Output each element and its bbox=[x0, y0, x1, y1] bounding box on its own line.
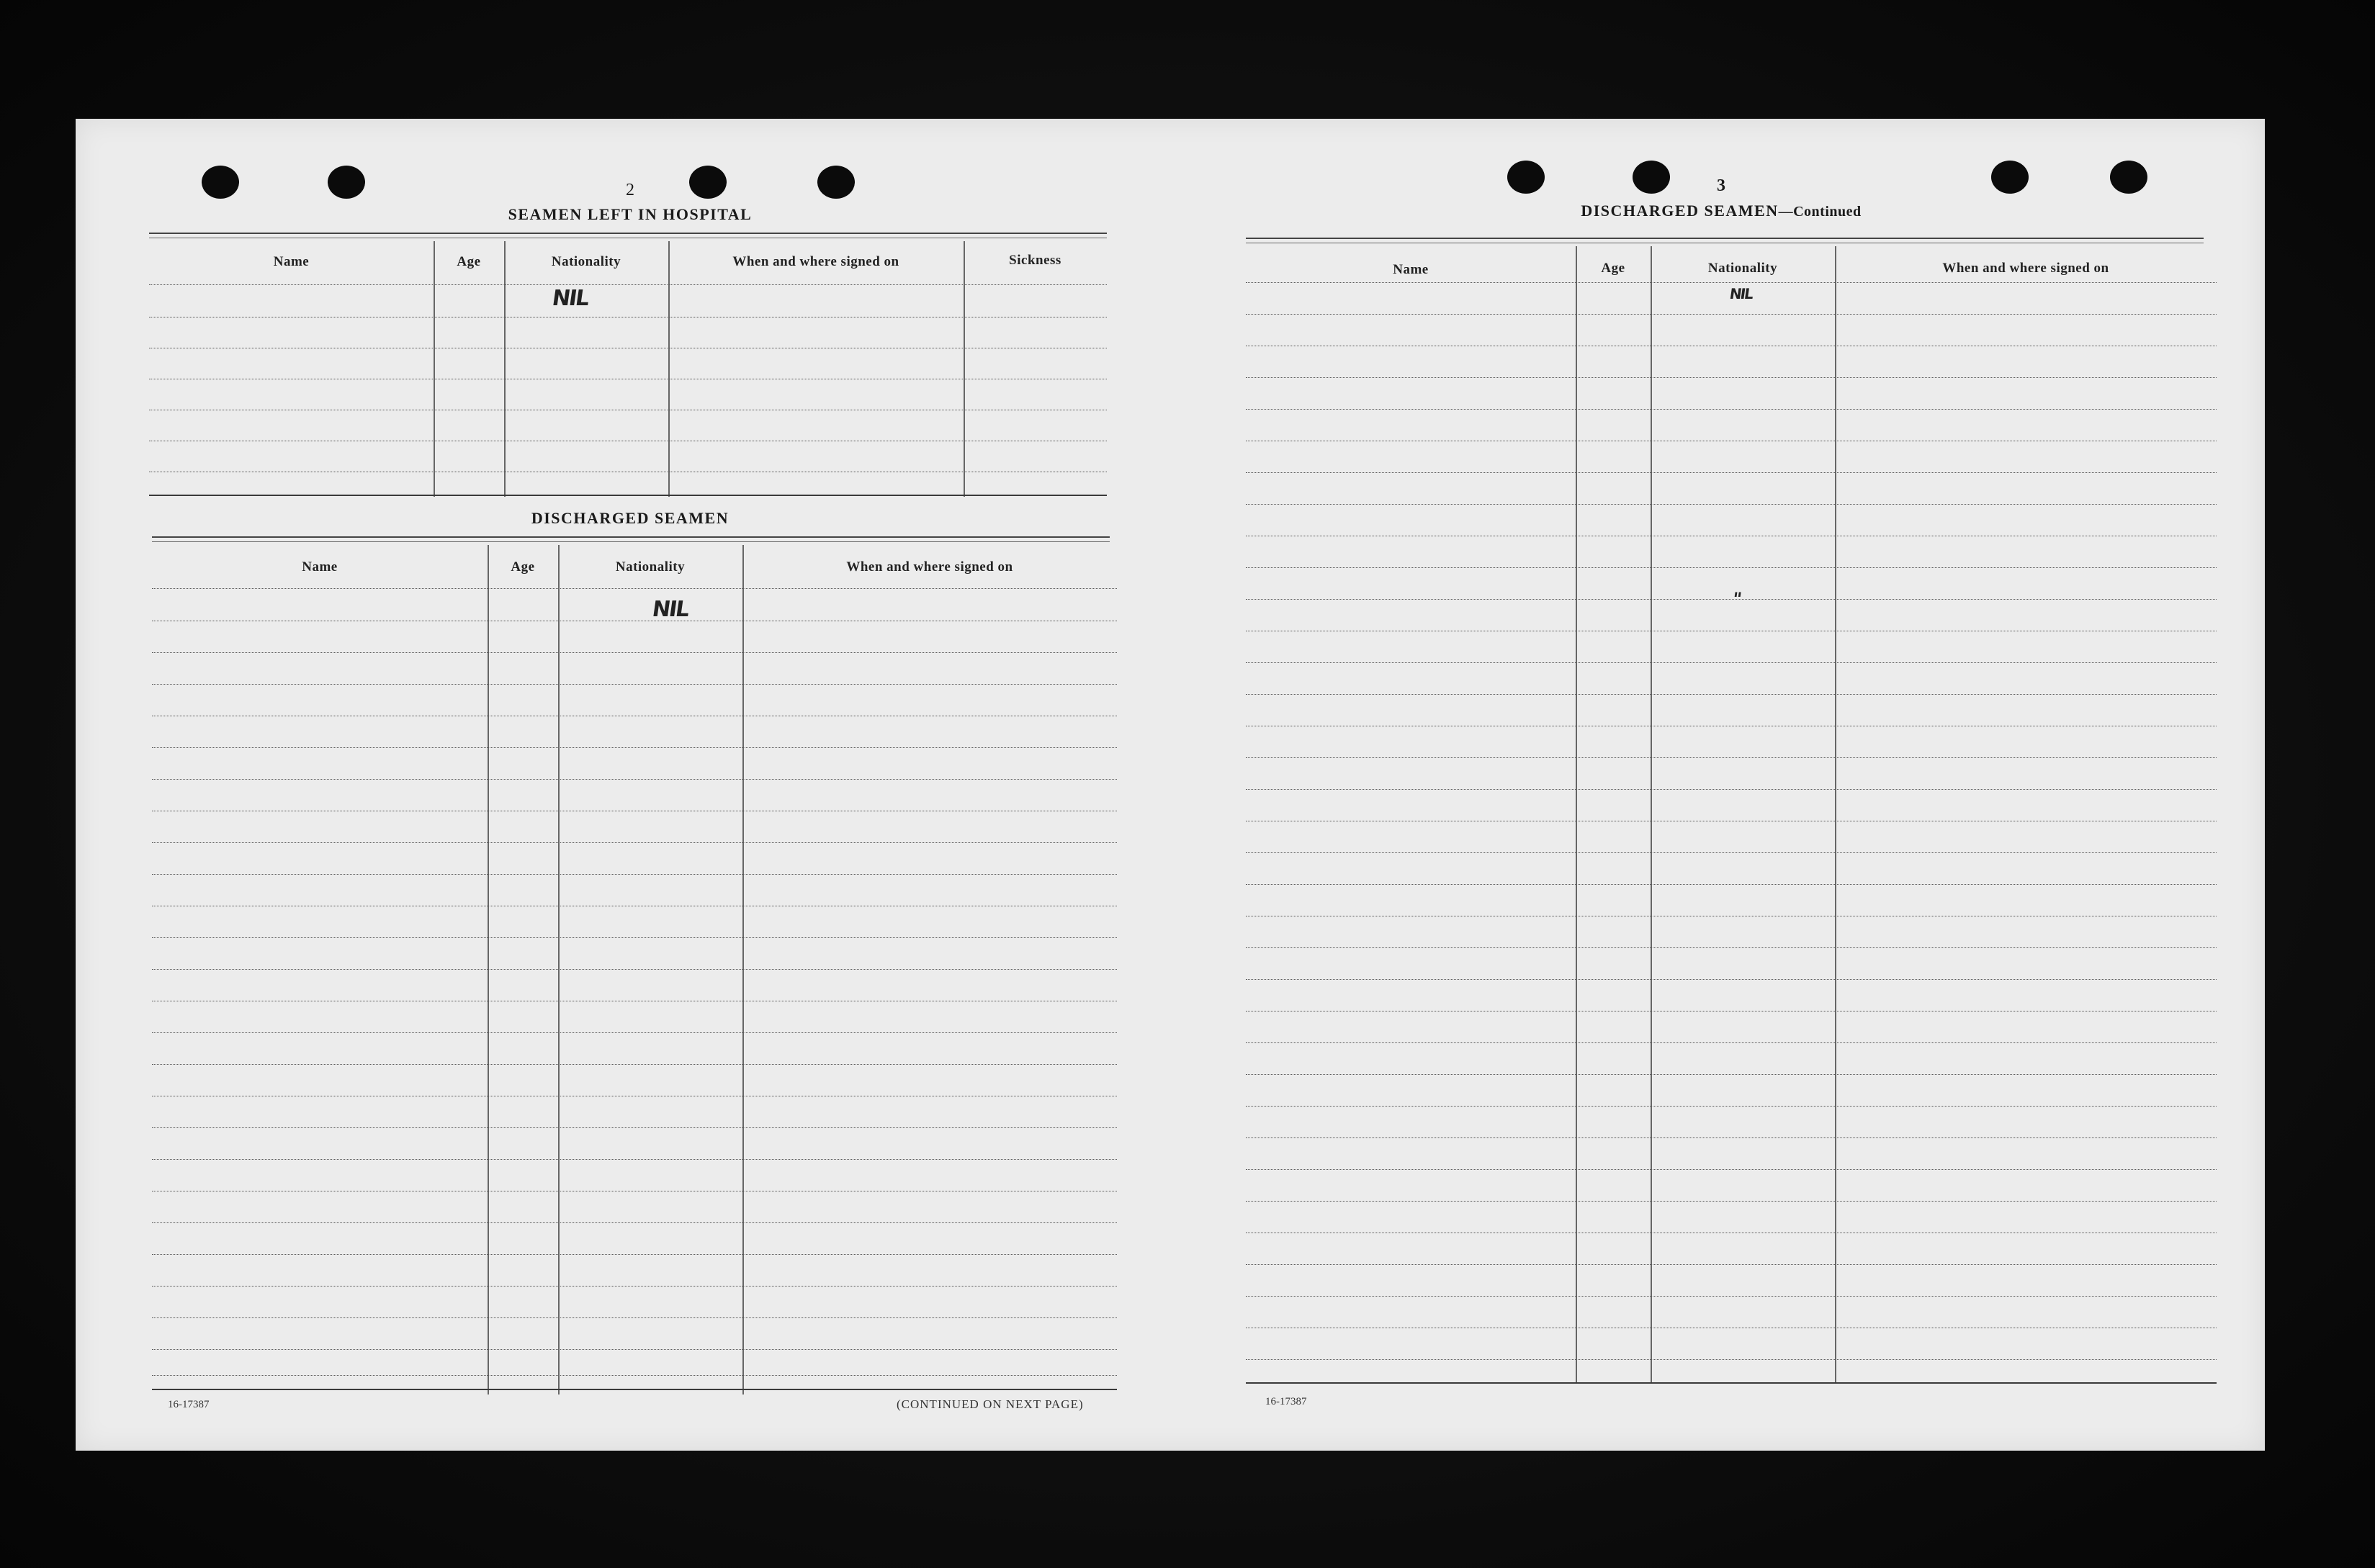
ledger-row-line bbox=[149, 284, 1107, 285]
column-divider bbox=[1835, 246, 1836, 1384]
col-header-signed-on: When and where signed on bbox=[1942, 261, 2109, 276]
ledger-row-line bbox=[152, 652, 1117, 653]
punch-hole bbox=[1507, 161, 1545, 194]
ledger-row-line bbox=[1246, 694, 2217, 695]
ledger-row-line bbox=[152, 1032, 1117, 1033]
ledger-row-line bbox=[152, 937, 1117, 938]
column-divider bbox=[558, 545, 560, 1394]
hospital-top-rule bbox=[149, 233, 1107, 238]
right-top-rule bbox=[1246, 238, 2204, 243]
ledger-bottom-rule bbox=[1246, 1382, 2217, 1384]
col-header-nationality: Nationality bbox=[551, 254, 621, 269]
ledger-row-line bbox=[1246, 1169, 2217, 1170]
punch-hole bbox=[817, 166, 855, 199]
ledger-bottom-rule bbox=[149, 495, 1107, 496]
punch-hole bbox=[689, 166, 727, 199]
column-divider bbox=[488, 545, 489, 1394]
page-number-right: 3 bbox=[1717, 176, 1725, 195]
col-header-age: Age bbox=[1601, 261, 1625, 276]
column-divider bbox=[742, 545, 744, 1394]
ledger-row-line bbox=[152, 588, 1117, 589]
ledger-row-line bbox=[1246, 1359, 2217, 1360]
ledger-row-line bbox=[1246, 599, 2217, 600]
col-header-name: Name bbox=[1393, 262, 1429, 277]
handwritten-ditto-mark: " bbox=[1731, 589, 1742, 609]
ledger-row-line bbox=[152, 842, 1117, 843]
col-header-signed-on: When and where signed on bbox=[846, 559, 1013, 575]
discharged-table-left bbox=[152, 545, 1117, 1394]
punch-hole bbox=[1991, 161, 2029, 194]
punch-hole bbox=[202, 166, 239, 199]
ledger-row-line bbox=[1246, 1201, 2217, 1202]
ledger-row-line bbox=[152, 1254, 1117, 1255]
ledger-row-line bbox=[1246, 409, 2217, 410]
ledger-row-line bbox=[1246, 314, 2217, 315]
ledger-row-line bbox=[1246, 884, 2217, 885]
ledger-spread bbox=[76, 119, 2265, 1451]
discharged-table-right bbox=[1246, 246, 2217, 1398]
ledger-row-line bbox=[152, 1286, 1117, 1287]
page-number-left: 2 bbox=[626, 181, 634, 199]
punch-hole bbox=[1633, 161, 1670, 194]
column-divider bbox=[434, 241, 435, 497]
discharged-continued-title bbox=[1469, 202, 1973, 220]
ledger-row-line bbox=[1246, 377, 2217, 378]
ledger-row-line bbox=[1246, 1137, 2217, 1138]
col-header-sickness: Sickness bbox=[1009, 253, 1061, 268]
column-divider bbox=[964, 241, 965, 497]
continued-suffix: —Continued bbox=[1778, 204, 1862, 220]
ledger-row-line bbox=[1246, 1042, 2217, 1043]
ledger-row-line bbox=[1246, 472, 2217, 473]
ledger-row-line bbox=[1246, 1264, 2217, 1265]
col-header-nationality: Nationality bbox=[1707, 261, 1778, 276]
ledger-row-line bbox=[1246, 504, 2217, 505]
ledger-row-line bbox=[152, 969, 1117, 970]
form-code-left: 16-17387 bbox=[168, 1399, 210, 1410]
continued-note: (CONTINUED ON NEXT PAGE) bbox=[897, 1397, 1084, 1411]
ledger-row-line bbox=[152, 1349, 1117, 1350]
handwritten-nil-hospital: NIL bbox=[550, 286, 590, 311]
ledger-row-line bbox=[1246, 757, 2217, 758]
ledger-row-line bbox=[152, 747, 1117, 748]
ledger-row-line bbox=[1246, 789, 2217, 790]
discharged-top-rule bbox=[152, 536, 1110, 542]
ledger-row-line bbox=[152, 1127, 1117, 1128]
discharged-continued-title-text: DISCHARGED SEAMEN bbox=[1581, 202, 1779, 220]
ledger-row-line bbox=[152, 1222, 1117, 1223]
hospital-table bbox=[149, 241, 1107, 497]
ledger-row-line bbox=[152, 684, 1117, 685]
punch-hole bbox=[328, 166, 365, 199]
column-divider bbox=[1576, 246, 1577, 1384]
ledger-row-line bbox=[1246, 1106, 2217, 1107]
ledger-row-line bbox=[1246, 1296, 2217, 1297]
ledger-row-line bbox=[1246, 852, 2217, 853]
col-header-age: Age bbox=[511, 559, 535, 575]
column-divider bbox=[668, 241, 670, 497]
ledger-row-line bbox=[152, 1159, 1117, 1160]
column-divider bbox=[1651, 246, 1652, 1384]
col-header-signed-on: When and where signed on bbox=[732, 254, 899, 269]
col-header-age: Age bbox=[457, 254, 481, 269]
ledger-row-line bbox=[152, 779, 1117, 780]
col-header-name: Name bbox=[273, 254, 310, 269]
col-header-nationality: Nationality bbox=[615, 559, 686, 575]
ledger-row-line bbox=[1246, 947, 2217, 948]
form-code-right: 16-17387 bbox=[1265, 1396, 1307, 1407]
column-divider bbox=[504, 241, 506, 497]
ledger-row-line bbox=[152, 874, 1117, 875]
col-header-name: Name bbox=[302, 559, 338, 575]
handwritten-nil-discharged: NIL bbox=[650, 597, 690, 622]
ledger-row-line bbox=[1246, 662, 2217, 663]
handwritten-mark-top: NIL bbox=[1728, 285, 1754, 302]
hospital-section-title: SEAMEN LEFT IN HOSPITAL bbox=[508, 205, 753, 223]
ledger-row-line bbox=[152, 1375, 1117, 1376]
ledger-row-line bbox=[152, 1317, 1117, 1318]
punch-hole bbox=[2110, 161, 2147, 194]
ledger-row-line bbox=[1246, 282, 2217, 283]
ledger-row-line bbox=[1246, 1074, 2217, 1075]
discharged-section-title: DISCHARGED SEAMEN bbox=[531, 509, 729, 527]
ledger-row-line bbox=[1246, 979, 2217, 980]
ledger-bottom-rule bbox=[152, 1389, 1117, 1390]
ledger-row-line bbox=[152, 1064, 1117, 1065]
ledger-row-line bbox=[1246, 567, 2217, 568]
